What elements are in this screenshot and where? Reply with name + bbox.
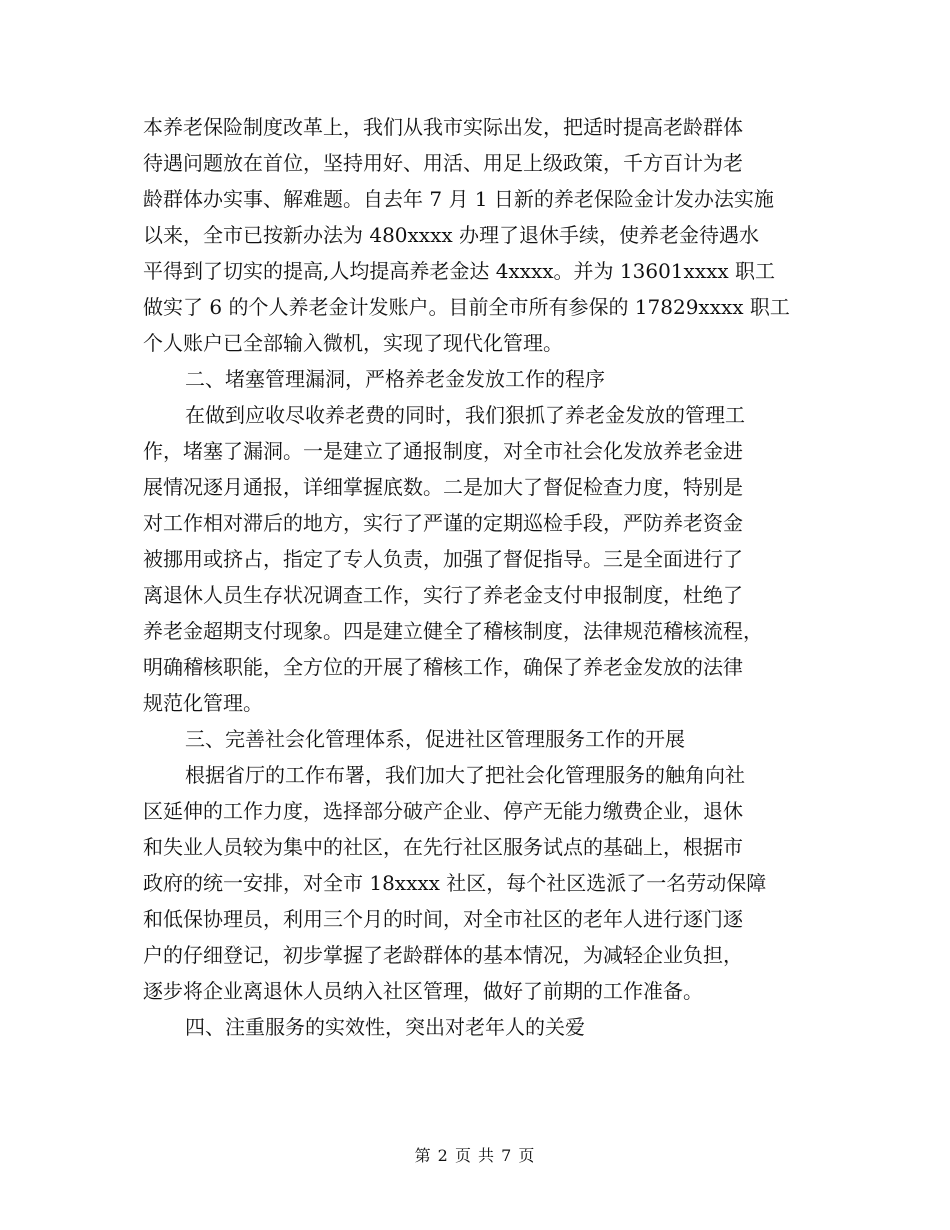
section-heading: 三、完善社会化管理体系，促进社区管理服务工作的开展 bbox=[185, 727, 685, 751]
body-line: 区延伸的工作力度，选择部分破产企业、停产无能力缴费企业，退休 bbox=[143, 799, 743, 823]
body-line: 展情况逐月通报，详细掌握底数。二是加大了督促检查力度，特别是 bbox=[143, 475, 743, 499]
body-line: 待遇问题放在首位，坚持用好、用活、用足上级政策，千方百计为老 bbox=[143, 151, 743, 175]
body-line: 明确稽核职能，全方位的开展了稽核工作，确保了养老金发放的法律 bbox=[143, 655, 743, 679]
body-line: 被挪用或挤占，指定了专人负责，加强了督促指导。三是全面进行了 bbox=[143, 547, 743, 571]
body-line: 离退休人员生存状况调查工作，实行了养老金支付申报制度，杜绝了 bbox=[143, 583, 743, 607]
body-line: 平得到了切实的提高,人均提高养老金达 4xxxx。并为 13601xxxx 职工 bbox=[143, 259, 776, 283]
body-line: 本养老保险制度改革上，我们从我市实际出发，把适时提高老龄群体 bbox=[143, 115, 743, 139]
body-line: 逐步将企业离退休人员纳入社区管理，做好了前期的工作准备。 bbox=[143, 979, 703, 1003]
body-line: 养老金超期支付现象。四是建立健全了稽核制度，法律规范稽核流程， bbox=[143, 619, 763, 643]
page-number-footer: 第 2 页 共 7 页 bbox=[414, 1146, 536, 1165]
body-line: 以来，全市已按新办法为 480xxxx 办理了退休手续，使养老金待遇水 bbox=[143, 223, 760, 247]
body-line: 做实了 6 的个人养老金计发账户。目前全市所有参保的 17829xxxx 职工 bbox=[143, 295, 790, 319]
body-line: 龄群体办实事、解难题。自去年 7 月 1 日新的养老保险金计发办法实施 bbox=[143, 187, 774, 211]
body-line: 作，堵塞了漏洞。一是建立了通报制度，对全市社会化发放养老金进 bbox=[143, 439, 743, 463]
document-body bbox=[143, 109, 813, 1045]
body-line: 个人账户已全部输入微机，实现了现代化管理。 bbox=[143, 331, 563, 355]
body-line: 在做到应收尽收养老费的同时，我们狠抓了养老金发放的管理工 bbox=[185, 403, 745, 427]
body-line: 政府的统一安排，对全市 18xxxx 社区，每个社区选派了一名劳动保障 bbox=[143, 871, 767, 895]
body-line: 和失业人员较为集中的社区，在先行社区服务试点的基础上，根据市 bbox=[143, 835, 743, 859]
body-line: 户的仔细登记，初步掌握了老龄群体的基本情况，为减轻企业负担， bbox=[143, 943, 743, 967]
section-heading: 四、注重服务的实效性，突出对老年人的关爱 bbox=[185, 1015, 585, 1039]
body-line: 和低保协理员，利用三个月的时间，对全市社区的老年人进行逐门逐 bbox=[143, 907, 743, 931]
body-line: 对工作相对滞后的地方，实行了严谨的定期巡检手段，严防养老资金 bbox=[143, 511, 743, 535]
section-heading: 二、堵塞管理漏洞，严格养老金发放工作的程序 bbox=[185, 367, 605, 391]
body-line: 根据省厅的工作布署，我们加大了把社会化管理服务的触角向社 bbox=[185, 763, 745, 787]
body-line: 规范化管理。 bbox=[143, 691, 263, 715]
